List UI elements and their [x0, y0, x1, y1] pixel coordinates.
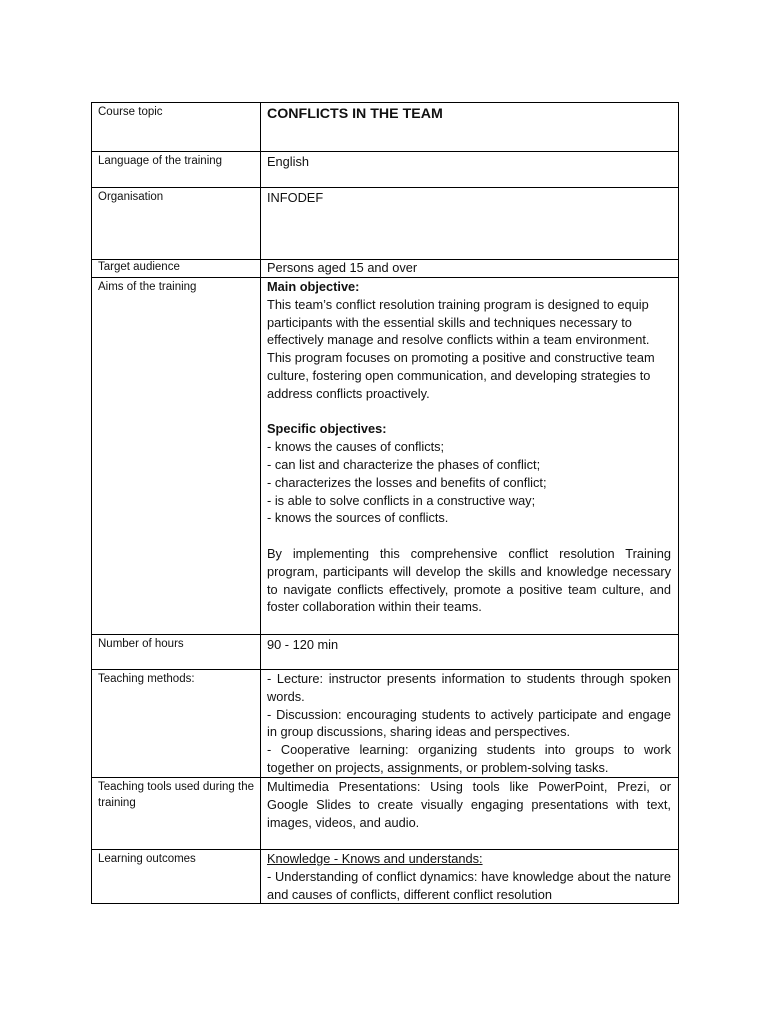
table-row-teaching-tools	[92, 778, 679, 850]
list-item: - can list and characterize the phases of conflict;	[267, 456, 541, 472]
target-audience-value: Persons aged 15 and over	[267, 260, 418, 275]
list-item: - Lecture: instructor presents information to students through spoken words.	[267, 671, 671, 704]
table-row-learning-outcomes	[92, 850, 679, 904]
course-topic-label: Course topic	[98, 106, 163, 118]
organisation-label: Organisation	[98, 191, 164, 203]
teaching-tools-label: Teaching tools used during the training	[98, 781, 254, 809]
table-row-organisation	[92, 188, 679, 260]
list-item: - knows the sources of conflicts.	[267, 510, 449, 526]
list-item: - knows the causes of conflicts;	[267, 439, 445, 455]
teaching-tools-value: Multimedia Presentations: Using tools like PowerPoint, Prezi, or Google Slides to create visually engaging presentations with text, images, videos, and audio.	[267, 779, 671, 830]
aims-closing-text: By implementing this comprehensive conflict resolution Training program, participants will develop the skills and knowledge necessary to navigate conflicts effectively, promote a positive team culture, and foster collaboration within their teams.	[267, 545, 671, 615]
list-item: - Cooperative learning: organizing students into groups to work together on projects, assignments, or problem-solving tasks.	[267, 742, 671, 775]
hours-label: Number of hours	[98, 638, 184, 650]
course-topic-value: CONFLICTS IN THE TEAM	[267, 106, 443, 122]
teaching-methods-label: Teaching methods:	[98, 673, 195, 685]
table-row-target-audience	[92, 260, 679, 278]
list-item: - characterizes the losses and benefits of conflict;	[267, 474, 547, 490]
language-label: Language of the training	[98, 155, 223, 167]
table-row-hours	[92, 635, 679, 670]
learning-outcomes-content	[261, 850, 678, 903]
learning-outcomes-heading: Knowledge - Knows and understands:	[267, 851, 483, 866]
language-value: English	[267, 154, 309, 169]
main-objective-heading: Main objective:	[267, 279, 360, 294]
teaching-methods-content	[261, 670, 678, 777]
main-objective-text: This team’s conflict resolution training program is designed to equip participants with the essential skills and techniques necessary to effectively manage and resolve conflicts within a team environment. This program focuses on promoting a positive and constructive team culture, fostering open communication, and developing strategies to address conflicts proactively.	[267, 296, 655, 401]
table-row-teaching-methods	[92, 670, 679, 778]
table-row-course-topic	[92, 103, 679, 152]
course-info-table	[91, 102, 679, 904]
table-row-aims	[92, 278, 679, 635]
specific-objectives-heading: Specific objectives:	[267, 421, 387, 437]
learning-outcomes-label: Learning outcomes	[98, 853, 196, 865]
target-audience-label: Target audience	[98, 261, 180, 273]
learning-outcomes-text: - Understanding of conflict dynamics: have knowledge about the nature and causes of conflicts, different conflict resolution	[267, 868, 671, 902]
organisation-value: INFODEF	[267, 190, 324, 205]
list-item: - Discussion: encouraging students to actively participate and engage in group discussions, sharing ideas and perspectives.	[267, 706, 671, 740]
aims-content	[261, 278, 678, 616]
list-item: - is able to solve conflicts in a constructive way;	[267, 492, 536, 508]
hours-value: 90 - 120 min	[267, 637, 339, 652]
table-row-language	[92, 152, 679, 188]
aims-label: Aims of the training	[98, 281, 197, 293]
